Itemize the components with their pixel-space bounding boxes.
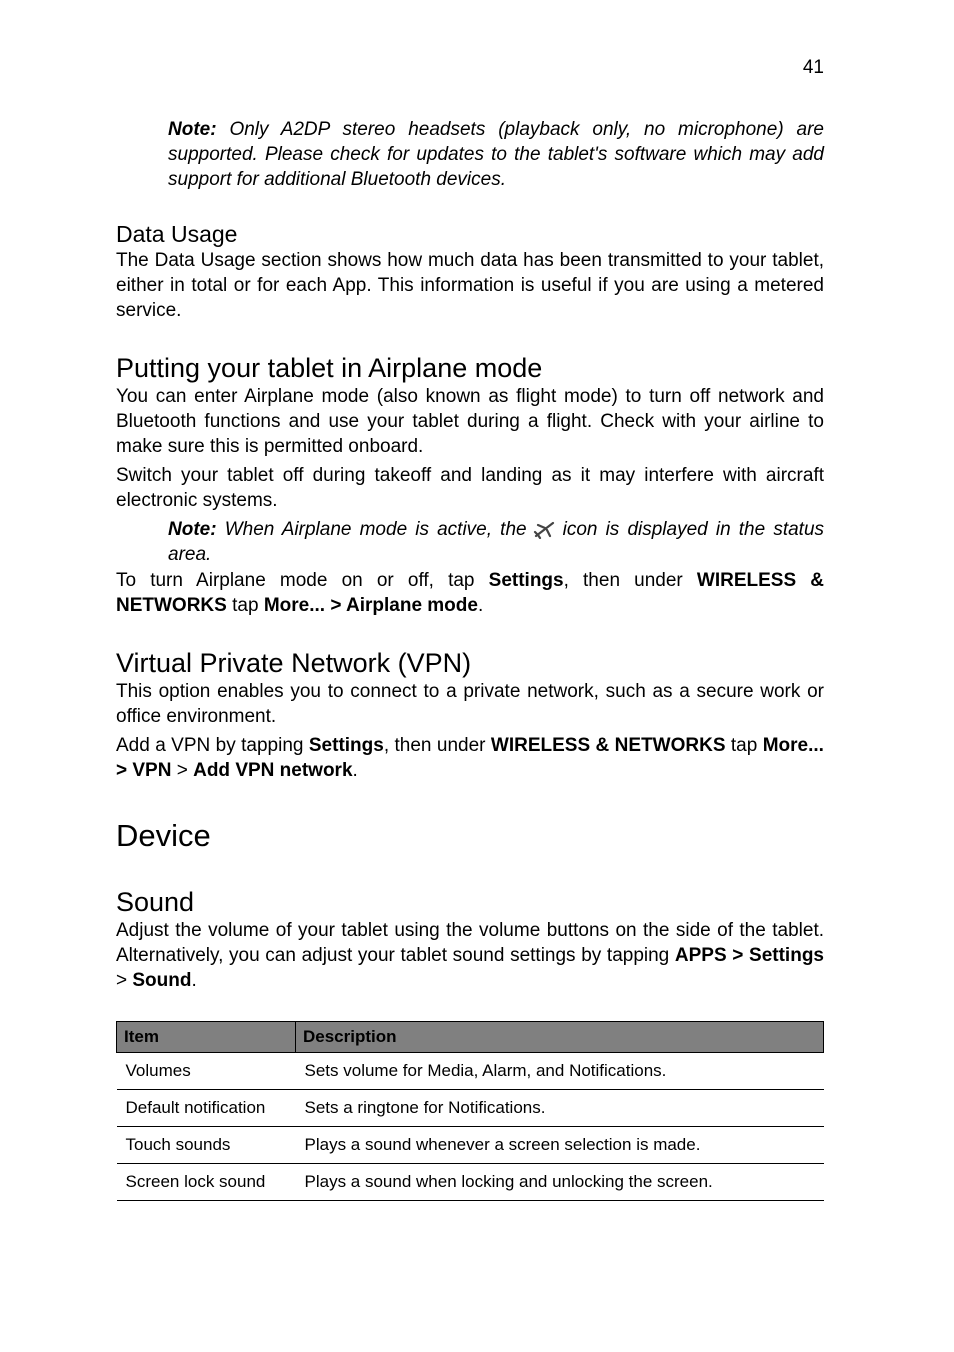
table-row <box>117 1090 824 1127</box>
note-text-before: When Airplane mode is active, the <box>216 519 527 540</box>
page-number: 41 <box>802 57 824 78</box>
vpn-paragraph-2: Add a VPN by tapping Settings, then under WIRELESS & NETWORKS tap More... > VPN > Add VPN network. <box>116 735 824 781</box>
airplane-paragraph-3: To turn Airplane mode on or off, tap Settings, then under WIRELESS & NETWORKS tap More... > Airplane mode. <box>116 570 825 616</box>
page-content <box>116 0 824 1201</box>
note-label: Note: <box>168 519 217 540</box>
table-row <box>117 1127 824 1164</box>
note-airplane <box>168 517 824 567</box>
heading-sound: Sound <box>116 887 195 917</box>
note-text-after: icon is displayed in the status area. <box>168 519 825 565</box>
table-row <box>117 1164 824 1201</box>
note-bluetooth <box>168 117 824 192</box>
table-header-item: Item <box>117 1022 296 1053</box>
table-header-row <box>117 1022 824 1053</box>
heading-data-usage: Data Usage <box>116 221 238 247</box>
heading-vpn: Virtual Private Network (VPN) <box>116 648 472 678</box>
heading-device: Device <box>116 818 211 853</box>
heading-airplane-mode: Putting your tablet in Airplane mode <box>116 353 543 383</box>
table-cell-item: Touch sounds <box>117 1127 296 1164</box>
table-row <box>117 1053 824 1090</box>
airplane-paragraph-2: Switch your tablet off during takeoff and landing as it may interfere with aircraft electronic systems. <box>116 465 824 511</box>
data-usage-body: The Data Usage section shows how much data has been transmitted to your tablet, either in total or for each App. This information is useful if you are using a metered service. <box>116 250 824 321</box>
note-label: Note: <box>168 119 217 140</box>
table-cell-item: Screen lock sound <box>117 1164 296 1201</box>
table-cell-description: Plays a sound when locking and unlocking the screen. <box>296 1164 824 1201</box>
note-text: Only A2DP stereo headsets (playback only, no microphone) are supported. Please check for updates to the tablet's software which may add support for additional Bluetooth devices. <box>168 119 824 190</box>
vpn-paragraph-1: This option enables you to connect to a private network, such as a secure work or office environment. <box>116 681 824 727</box>
table-cell-description: Plays a sound whenever a screen selection is made. <box>296 1127 824 1164</box>
sound-paragraph: Adjust the volume of your tablet using the volume buttons on the side of the tablet. Alternatively, you can adjust your tablet sound settings by tapping APPS > Settings > Sound. <box>116 920 824 991</box>
airplane-paragraph-1: You can enter Airplane mode (also known as flight mode) to turn off network and Bluetooth functions and use your tablet during a flight. Check with your airline to make sure this is permitted onboard. <box>116 386 824 457</box>
sound-settings-table <box>116 1021 824 1201</box>
table-cell-description: Sets volume for Media, Alarm, and Notifications. <box>296 1053 824 1090</box>
table-cell-item: Default notification <box>117 1090 296 1127</box>
airplane-icon <box>533 519 557 539</box>
table-header-description: Description <box>296 1022 824 1053</box>
table-cell-description: Sets a ringtone for Notifications. <box>296 1090 824 1127</box>
table-cell-item: Volumes <box>117 1053 296 1090</box>
